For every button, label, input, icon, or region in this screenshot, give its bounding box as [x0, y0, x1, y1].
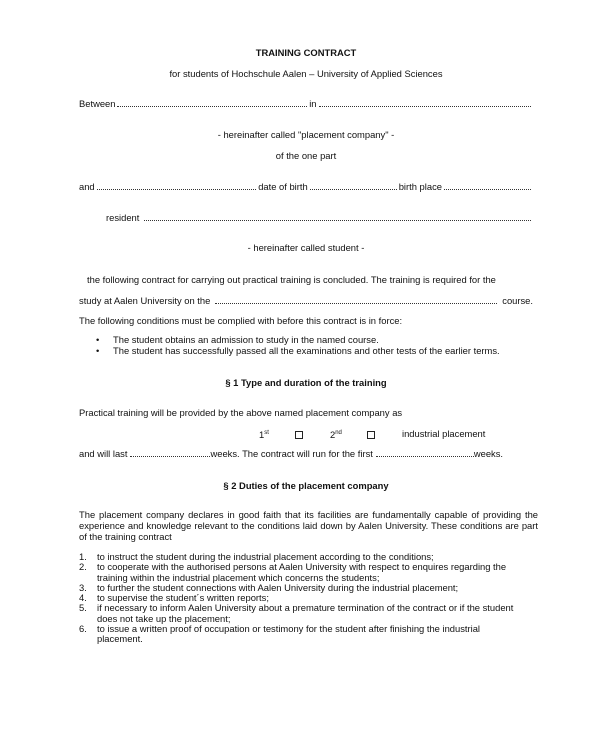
and-label: and: [79, 181, 95, 192]
duty-item: 5. if necessary to inform Aalen University about a premature termination of the contract or if the student does not take up the placement;: [79, 602, 514, 624]
resident-line: [106, 212, 533, 223]
between-label: Between: [79, 98, 116, 109]
bullet-text: The student has successfully passed all the examinations and other tests of the earlier terms.: [113, 345, 500, 356]
dob-field[interactable]: [310, 181, 397, 190]
dob-label: date of birth: [258, 181, 308, 192]
student-name-field[interactable]: [97, 181, 257, 190]
resident-label: resident: [106, 212, 140, 223]
between-line: [79, 98, 533, 109]
student-line: [79, 181, 533, 192]
duration-mid: weeks. The contract will run for the first: [210, 448, 373, 459]
duty-item: 3. to further the student connections with Aalen University during the industrial placement;: [79, 581, 459, 593]
section-1-heading: § 1 Type and duration of the training: [225, 377, 387, 388]
section-2-heading: § 2 Duties of the placement company: [223, 480, 389, 491]
option-2nd-label: 2nd: [330, 429, 342, 441]
subtitle: for students of Hochschule Aalen – University of Applied Sciences: [169, 68, 443, 79]
duties-list: [79, 552, 538, 645]
option-1st-label: 1st: [259, 429, 269, 441]
in-label: in: [309, 98, 317, 109]
one-part: of the one part: [275, 150, 337, 161]
bullet-item: [79, 346, 533, 357]
bullet-text: The student obtains an admission to study in the named course.: [113, 334, 379, 345]
probation-weeks-field[interactable]: [376, 448, 474, 457]
birthplace-field[interactable]: [444, 181, 531, 190]
intro-line-2-end: course.: [502, 295, 533, 306]
intro-line-1: the following contract for carrying out practical training is concluded. The training is required for the: [87, 274, 496, 285]
course-field[interactable]: [215, 295, 497, 304]
conditions-intro: The following conditions must be complied with before this contract is in force:: [79, 315, 403, 326]
option-1st-checkbox[interactable]: [295, 431, 303, 439]
company-location-field[interactable]: [319, 98, 532, 107]
total-weeks-field[interactable]: [130, 448, 210, 457]
section-1-text: Practical training will be provided by the above named placement company as: [79, 407, 403, 418]
section-2-paragraph: The placement company declares in good faith that its facilities are fundamentally capable of providing the experience and knowledge relevant to the conditions laid down by Aalen University. These conditions are part of the training contract: [79, 509, 538, 542]
bullet-icon: •: [96, 345, 100, 356]
document-title: TRAINING CONTRACT: [255, 47, 357, 58]
option-2nd-checkbox[interactable]: [367, 431, 375, 439]
intro-line-2-start: study at Aalen University on the: [79, 295, 211, 306]
duty-item: 2. to cooperate with the authorised persons at Aalen University with respect to enquires regarding the training within the industrial placement which concerns the students;: [79, 561, 507, 583]
birthplace-label: birth place: [398, 181, 442, 192]
company-name-field[interactable]: [117, 98, 307, 107]
industrial-placement-label: industrial placement: [402, 428, 486, 439]
duration-end: weeks.: [473, 448, 504, 459]
duty-item: 4. to supervise the student´s written reports;: [79, 592, 269, 604]
company-called: - hereinafter called "placement company" -: [217, 129, 395, 140]
duty-item: 1. to instruct the student during the industrial placement according to the conditions;: [79, 551, 434, 562]
bullet-icon: •: [96, 334, 100, 345]
bullet-item: [79, 335, 533, 346]
resident-field[interactable]: [144, 212, 531, 221]
student-called: - hereinafter called student -: [247, 242, 365, 253]
duty-item: 6. to issue a written proof of occupation or testimony for the student after finishing the industrial placement.: [79, 623, 481, 645]
duration-start: and will last: [79, 448, 128, 459]
intro-line-2: [79, 295, 533, 306]
duration-line: [79, 448, 533, 459]
